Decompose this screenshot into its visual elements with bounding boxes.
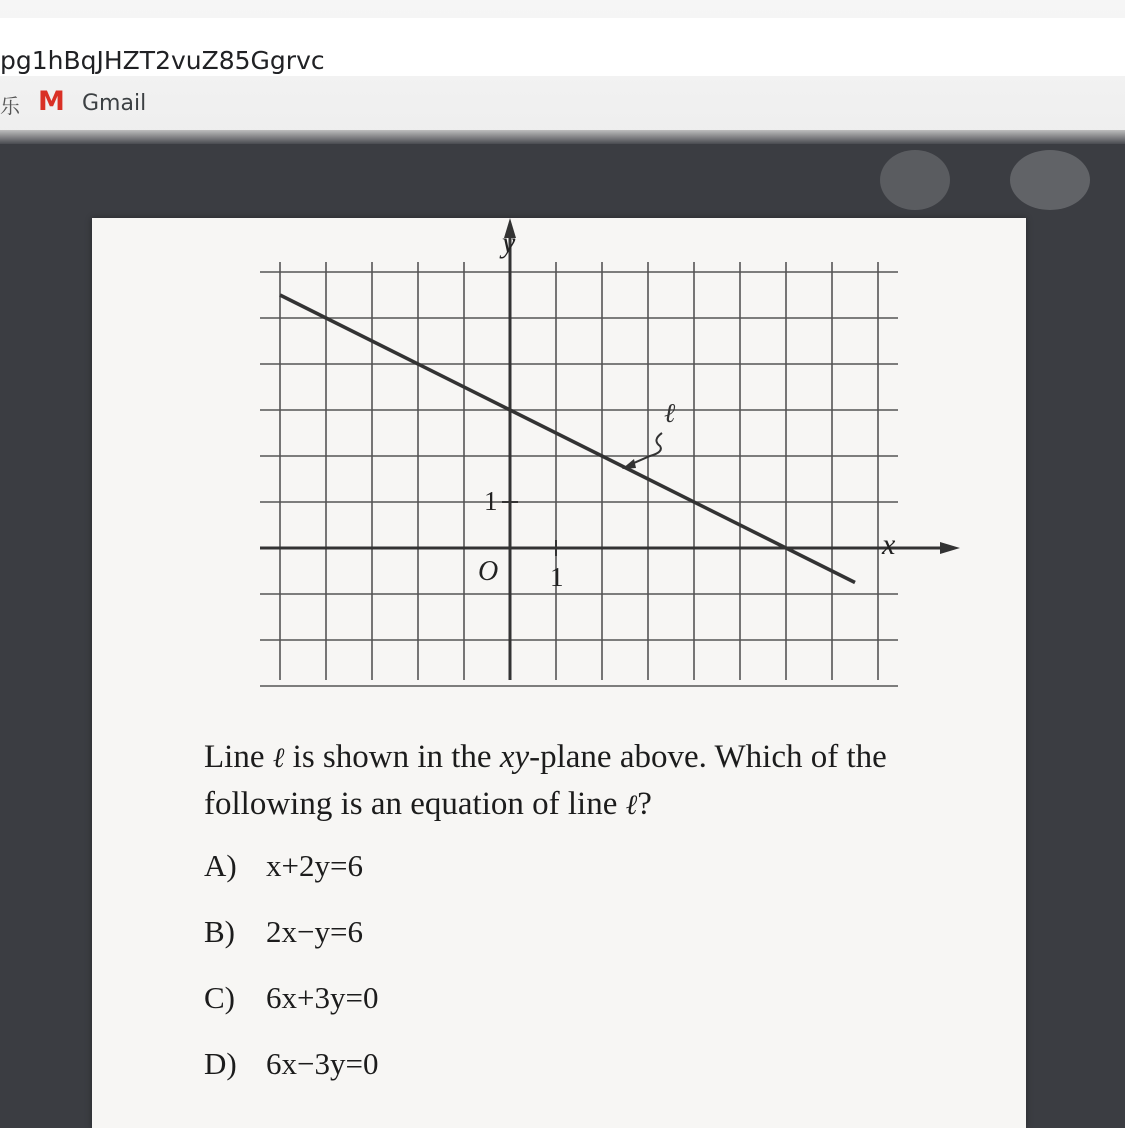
coordinate-graph <box>92 218 1026 718</box>
answer-choices <box>204 848 378 1112</box>
choice-letter: A) <box>204 848 237 883</box>
choice-d[interactable] <box>204 1046 378 1112</box>
blurred-avatar-icon <box>880 150 950 210</box>
choice-c[interactable] <box>204 980 378 1046</box>
ell-symbol: ℓ <box>272 741 285 774</box>
browser-chrome <box>0 0 1125 140</box>
grid <box>260 262 898 686</box>
choice-a[interactable] <box>204 848 378 914</box>
question-prompt <box>204 734 1004 828</box>
x-axis-arrow <box>940 542 960 554</box>
question-text-part: -plane above. Which of the following is an equation of line <box>204 739 887 822</box>
choice-equation: x+2y=6 <box>266 848 363 883</box>
bookmark-item-partial[interactable]: 乐 <box>0 94 20 118</box>
bookmark-gmail[interactable]: Gmail <box>82 91 147 116</box>
x-axis-label: x <box>882 528 896 561</box>
chrome-shadow <box>0 130 1125 144</box>
line-label-arrowhead <box>622 459 636 469</box>
url-text[interactable]: pg1hBqJHZT2vuZ85Ggrvc <box>0 46 325 75</box>
address-bar[interactable] <box>0 18 1125 76</box>
question-text-part: is shown in the <box>284 739 500 775</box>
choice-equation: 6x+3y=0 <box>266 980 379 1015</box>
y-axis-label: y <box>502 226 516 259</box>
question-card <box>92 218 1026 1128</box>
choice-b[interactable] <box>204 914 378 980</box>
line-label: ℓ <box>664 398 676 429</box>
gmail-icon[interactable]: M <box>38 86 65 117</box>
ell-symbol: ℓ <box>625 788 638 821</box>
question-text-part: Line <box>204 739 265 775</box>
choice-letter: D) <box>204 1046 237 1081</box>
xy-italic: xy <box>499 739 530 775</box>
choice-letter: B) <box>204 914 235 949</box>
line-ell <box>280 295 855 583</box>
blurred-avatar-icon <box>1010 150 1090 210</box>
choice-letter: C) <box>204 980 235 1015</box>
choice-equation: 6x−3y=0 <box>266 1046 379 1081</box>
origin-label: O <box>478 556 499 587</box>
x-tick-label: 1 <box>550 562 564 592</box>
axes <box>260 218 960 680</box>
y-tick-label: 1 <box>484 486 498 516</box>
bookmarks-bar <box>0 84 1125 130</box>
choice-equation: 2x−y=6 <box>266 914 363 949</box>
question-text-part: ? <box>637 786 652 822</box>
